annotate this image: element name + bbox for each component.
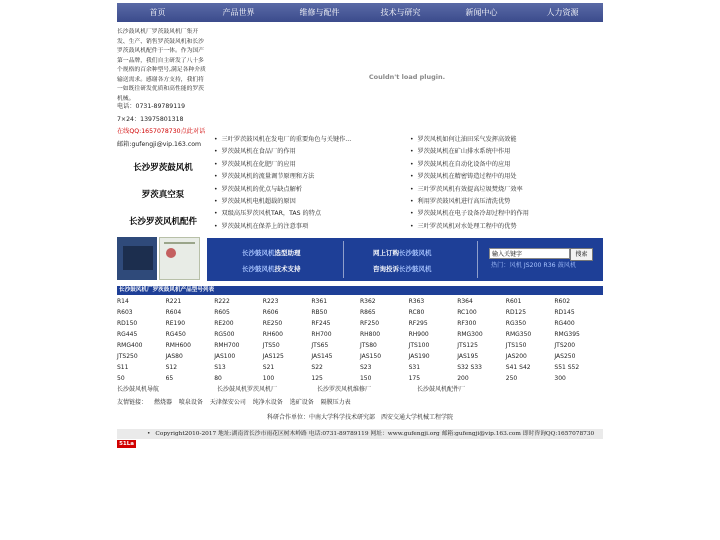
- model-link[interactable]: R602: [554, 298, 571, 305]
- nav-tech-research[interactable]: 技术与研究: [380, 8, 421, 17]
- news-item[interactable]: • 罗茨鼓风机的流量调节原理和方法: [214, 171, 404, 183]
- nav-news[interactable]: 新闻中心: [465, 8, 498, 17]
- link-text: 网上订购: [373, 249, 399, 257]
- model-link[interactable]: RE200: [214, 320, 234, 327]
- model-link[interactable]: JAS200: [505, 353, 527, 360]
- model-link[interactable]: R604: [165, 309, 182, 316]
- model-link[interactable]: R364: [457, 298, 473, 305]
- model-link[interactable]: S12: [165, 364, 178, 371]
- model-link[interactable]: 150: [359, 375, 372, 382]
- model-link[interactable]: RG500: [214, 331, 235, 338]
- model-link[interactable]: S22: [311, 364, 323, 371]
- model-link[interactable]: 200: [457, 375, 469, 382]
- news-item[interactable]: • 三叶罗茨鼓风机在发电厂的重要角色与关键作...: [214, 134, 404, 146]
- contact-hotline: 7×24：13975801318: [117, 115, 184, 123]
- bottom-link-roots-factory[interactable]: 长沙鼓风机罗茨风机厂: [217, 386, 278, 393]
- bottom-link-parts-factory[interactable]: 长沙鼓风机配件厂: [417, 386, 466, 393]
- online-order-link[interactable]: [373, 248, 432, 257]
- friend-link[interactable]: 隔膜压力表: [320, 399, 351, 406]
- company-intro: 长沙鼓风机厂罗茨鼓风机厂集开发、生产、销售罗茨鼓风机和长沙罗茨鼓风机配件于一体。作为国产第一品牌，我们自主研发了八十多个规格的百余种型号,满足各种介质输送需求。感谢各方支持，我们将一如既往研发优质和高性能的罗茨机械。: [117, 29, 206, 102]
- model-link[interactable]: R222: [214, 298, 230, 305]
- model-link[interactable]: JAS145: [311, 353, 333, 360]
- research-partners: 科研合作单位：中南大学科学技术研究部 西安交通大学机械工程学院: [266, 414, 453, 421]
- link-highlight: 长沙鼓风机: [399, 265, 432, 273]
- link-highlight: 长沙鼓风机: [242, 265, 275, 273]
- main-nav: [117, 3, 603, 22]
- friend-link[interactable]: 喷泉设备: [178, 399, 203, 406]
- news-item[interactable]: • 三叶罗茨风机对水处理工程中的优势: [410, 221, 600, 233]
- model-link[interactable]: 50: [117, 375, 125, 382]
- contact-info: [117, 101, 217, 151]
- left-product-links: [117, 161, 209, 242]
- bottom-links: [117, 384, 603, 393]
- model-link[interactable]: RG350: [505, 320, 527, 327]
- model-link[interactable]: JAS80: [165, 353, 183, 360]
- contact-phone: 电话：0731-89789119: [117, 103, 186, 110]
- model-link[interactable]: JTS50: [262, 342, 280, 349]
- bottom-link-repair-factory[interactable]: 长沙罗茨风机维修厂: [317, 386, 372, 393]
- model-link[interactable]: RG400: [554, 320, 575, 327]
- plugin-placeholder: Couldn't load plugin.: [368, 73, 446, 81]
- contact-email: 邮箱:gufengji@vip.163.com: [117, 140, 202, 148]
- model-link[interactable]: JAS125: [262, 353, 284, 360]
- model-link[interactable]: RG450: [165, 331, 186, 338]
- stats-counter-badge[interactable]: 51La: [117, 440, 136, 448]
- model-link[interactable]: JAS190: [408, 353, 430, 360]
- nav-home[interactable]: 首页: [149, 8, 166, 17]
- link-highlight: 长沙鼓风机: [242, 249, 275, 257]
- panel-divider: [477, 241, 478, 278]
- model-link[interactable]: S21: [262, 364, 275, 371]
- model-link[interactable]: JTS100: [408, 342, 430, 349]
- bottom-link-nav[interactable]: 长沙鼓风机导航: [117, 386, 160, 393]
- news-item[interactable]: • 三叶罗茨风机有效提高垃圾焚烧厂效率: [410, 184, 600, 196]
- link-text: 技术支持: [274, 265, 301, 273]
- model-link[interactable]: RB50: [311, 309, 328, 316]
- model-link[interactable]: RF250: [359, 320, 380, 327]
- model-link[interactable]: RF245: [311, 320, 331, 327]
- news-item[interactable]: • 罗茨鼓风机在电子设备冷却过程中的作用: [410, 208, 600, 220]
- link-roots-vacuum-pump[interactable]: 罗茨真空泵: [141, 190, 185, 200]
- model-link[interactable]: S11: [117, 364, 129, 371]
- model-link[interactable]: S31: [408, 364, 421, 371]
- model-link[interactable]: JTS150: [505, 342, 527, 349]
- model-link[interactable]: JTS65: [311, 342, 329, 349]
- tech-support-link[interactable]: [242, 264, 301, 273]
- search-button[interactable]: 搜索: [570, 248, 593, 261]
- model-link[interactable]: R221: [165, 298, 182, 305]
- model-link[interactable]: RMG395: [554, 331, 580, 338]
- link-highlight: 长沙鼓风机: [399, 249, 432, 257]
- model-link[interactable]: RMG400: [117, 342, 143, 349]
- model-link[interactable]: RD150: [117, 320, 138, 327]
- model-link[interactable]: JTS250: [117, 353, 138, 360]
- model-link[interactable]: R603: [117, 309, 133, 316]
- model-list-title: 长沙鼓风机厂罗茨鼓风机产品型号列表: [117, 286, 603, 295]
- friend-link[interactable]: 天津保安公司: [209, 399, 246, 406]
- news-item[interactable]: • 罗茨鼓风机在保养上的注意事项: [214, 221, 404, 233]
- friend-link[interactable]: 纯净水设备: [252, 399, 283, 406]
- link-text: 咨询投诉: [373, 265, 399, 273]
- complaint-link[interactable]: [373, 264, 432, 273]
- model-link[interactable]: R601: [505, 298, 522, 305]
- news-list-right: [410, 134, 600, 233]
- model-link[interactable]: RF300: [457, 320, 477, 327]
- model-link[interactable]: JAS195: [457, 353, 479, 360]
- model-link[interactable]: 250: [505, 375, 518, 382]
- model-link[interactable]: RE190: [165, 320, 186, 327]
- model-link[interactable]: JTS200: [554, 342, 576, 349]
- friend-links-label: 友情链接：: [117, 399, 148, 406]
- model-link[interactable]: RMG350: [505, 331, 532, 338]
- model-link[interactable]: RMH600: [165, 342, 191, 349]
- model-link[interactable]: 125: [311, 375, 323, 382]
- model-link[interactable]: S23: [359, 364, 372, 371]
- model-link[interactable]: R606: [262, 309, 279, 316]
- news-item[interactable]: • 罗茨鼓风机在精密铸造过程中的用处: [410, 171, 600, 183]
- model-link[interactable]: RG445: [117, 331, 138, 338]
- model-list-grid: [117, 296, 603, 384]
- friend-links: [117, 397, 356, 406]
- link-changsha-roots-blower[interactable]: 长沙罗茨鼓风机: [133, 163, 193, 173]
- model-link[interactable]: RH800: [359, 331, 381, 338]
- model-link[interactable]: 80: [214, 375, 222, 382]
- model-link[interactable]: RC100: [457, 309, 477, 316]
- model-link[interactable]: JTS80: [359, 342, 377, 349]
- model-link[interactable]: S32 S33: [457, 364, 482, 371]
- model-link[interactable]: S41 S42: [505, 364, 531, 371]
- photo-strip: [117, 237, 200, 280]
- model-link[interactable]: S13: [214, 364, 226, 371]
- model-link[interactable]: 300: [554, 375, 566, 382]
- uniform-photo: [117, 237, 157, 280]
- news-item[interactable]: • 罗茨鼓风机在食品厂的作用: [214, 146, 404, 158]
- model-link[interactable]: RH700: [311, 331, 332, 338]
- model-link[interactable]: RC80: [408, 309, 425, 316]
- model-link[interactable]: RH900: [408, 331, 429, 338]
- hot-keywords[interactable]: 热门：风机 JS200 R36 鼓风机: [491, 262, 577, 269]
- model-link[interactable]: R14: [117, 298, 129, 305]
- model-link[interactable]: 175: [408, 375, 421, 382]
- model-link[interactable]: RMG300: [457, 331, 483, 338]
- model-link[interactable]: RE250: [262, 320, 283, 327]
- news-item[interactable]: • 双级高压罗茨风机TAR，TAS 的特点: [214, 208, 404, 220]
- search-input[interactable]: [489, 248, 570, 259]
- link-text: 选型助理: [274, 249, 301, 257]
- model-link[interactable]: R605: [214, 309, 230, 316]
- nav-hr[interactable]: 人力资源: [546, 8, 579, 17]
- model-link[interactable]: JAS100: [214, 353, 236, 360]
- model-link[interactable]: RMH700: [214, 342, 240, 349]
- news-item[interactable]: • 罗茨鼓风机在自动化设备中的应用: [410, 159, 600, 171]
- panel-divider: [343, 241, 344, 278]
- footer-copyright: • Copyright2010-2017 地址:湖南省长沙市雨花区树木岭路 电话:0731-89789119 网址：www.gufengji.org 邮箱:gufengji@vip.163.com 即时咨询QQ:1657078730: [117, 429, 603, 439]
- friend-link[interactable]: 燃烧器: [153, 399, 172, 406]
- model-link[interactable]: RD145: [554, 309, 575, 316]
- model-link[interactable]: RF295: [408, 320, 428, 327]
- link-blower-parts[interactable]: 长沙罗茨风机配件: [128, 217, 197, 227]
- model-link[interactable]: R223: [262, 298, 279, 305]
- model-link[interactable]: R363: [408, 298, 425, 305]
- certificate-photo: [159, 237, 201, 280]
- selection-assistant-link[interactable]: [242, 248, 301, 257]
- model-link[interactable]: R361: [311, 298, 328, 305]
- model-link[interactable]: JAS150: [359, 353, 382, 360]
- news-list-left: [214, 134, 404, 233]
- model-link[interactable]: JAS250: [554, 353, 576, 360]
- model-link[interactable]: RH600: [262, 331, 283, 338]
- news-item[interactable]: • 罗茨鼓风机电机超载的原因: [214, 196, 404, 208]
- model-link[interactable]: 100: [262, 375, 275, 382]
- qq-chat-link[interactable]: 在线QQ:1657078730点此对话: [117, 128, 206, 135]
- model-link[interactable]: R865: [359, 309, 376, 316]
- model-link[interactable]: JTS125: [457, 342, 478, 349]
- friend-link[interactable]: 选矿设备: [289, 399, 314, 406]
- news-item[interactable]: • 罗茨鼓风机在化肥厂的应用: [214, 159, 404, 171]
- news-item[interactable]: • 罗茨风机如何让油田采气发挥高效能: [410, 134, 600, 146]
- news-item[interactable]: • 罗茨鼓风机的优点与缺点解析: [214, 184, 404, 196]
- nav-repair-parts[interactable]: 维修与配件: [299, 8, 340, 17]
- news-item[interactable]: • 罗茨鼓风机在矿山排水系统中作用: [410, 146, 600, 158]
- model-link[interactable]: R362: [359, 298, 376, 305]
- model-link[interactable]: 65: [165, 375, 174, 382]
- service-panel: [207, 238, 603, 281]
- model-link[interactable]: S51 S52: [554, 364, 580, 371]
- news-item[interactable]: • 利用罗茨鼓风机进行高压清洗优势: [410, 196, 600, 208]
- nav-products[interactable]: 产品世界: [222, 8, 255, 17]
- model-link[interactable]: RD125: [505, 309, 527, 316]
